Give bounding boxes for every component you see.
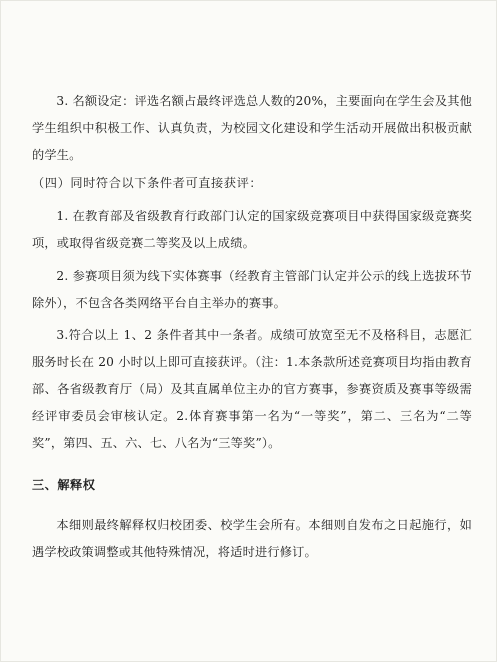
section-four-heading: （四）同时符合以下条件者可直接获评： bbox=[32, 176, 263, 190]
condition-three-paragraph: 3.符合以上 1、2 条件者其中一条者。成绩可放宽至无不及格科目，志愿汇服务时长在 20 小时以上即可直接获评。（注：1.本条款所述竞赛项目均指由教育部、各省级教育厅（局）及其直属单位主办的官方赛事，参赛资质及赛事等级需经评审委员会审核认定。2.体育赛事第一名为“一等奖”，第二、三名为“二等奖”，第四、五、六、七、八名为“三等奖”）。 bbox=[32, 328, 472, 450]
condition-two-paragraph: 2. 参赛项目须为线下实体赛事（经教育主管部门认定并公示的线上选拔环节除外），不包含各类网络平台自主举办的赛事。 bbox=[32, 269, 472, 310]
section-three-heading: 三、解释权 bbox=[32, 478, 96, 492]
condition-one-paragraph: 1. 在教育部及省级教育行政部门认定的国家级竞赛项目中获得国家级竞赛奖项，或取得省级竞赛二等奖及以上成绩。 bbox=[32, 209, 472, 250]
interpretation-paragraph: 本细则最终解释权归校团委、校学生会所有。本细则自发布之日起施行，如遇学校政策调整或其他特殊情况，将适时进行修订。 bbox=[32, 518, 472, 559]
quota-paragraph: 3. 名额设定：评选名额占最终评选总人数的20%，主要面向在学生会及其他学生组织中积极工作、认真负责，为校园文化建设和学生活动开展做出积极贡献的学生。 bbox=[32, 94, 472, 162]
